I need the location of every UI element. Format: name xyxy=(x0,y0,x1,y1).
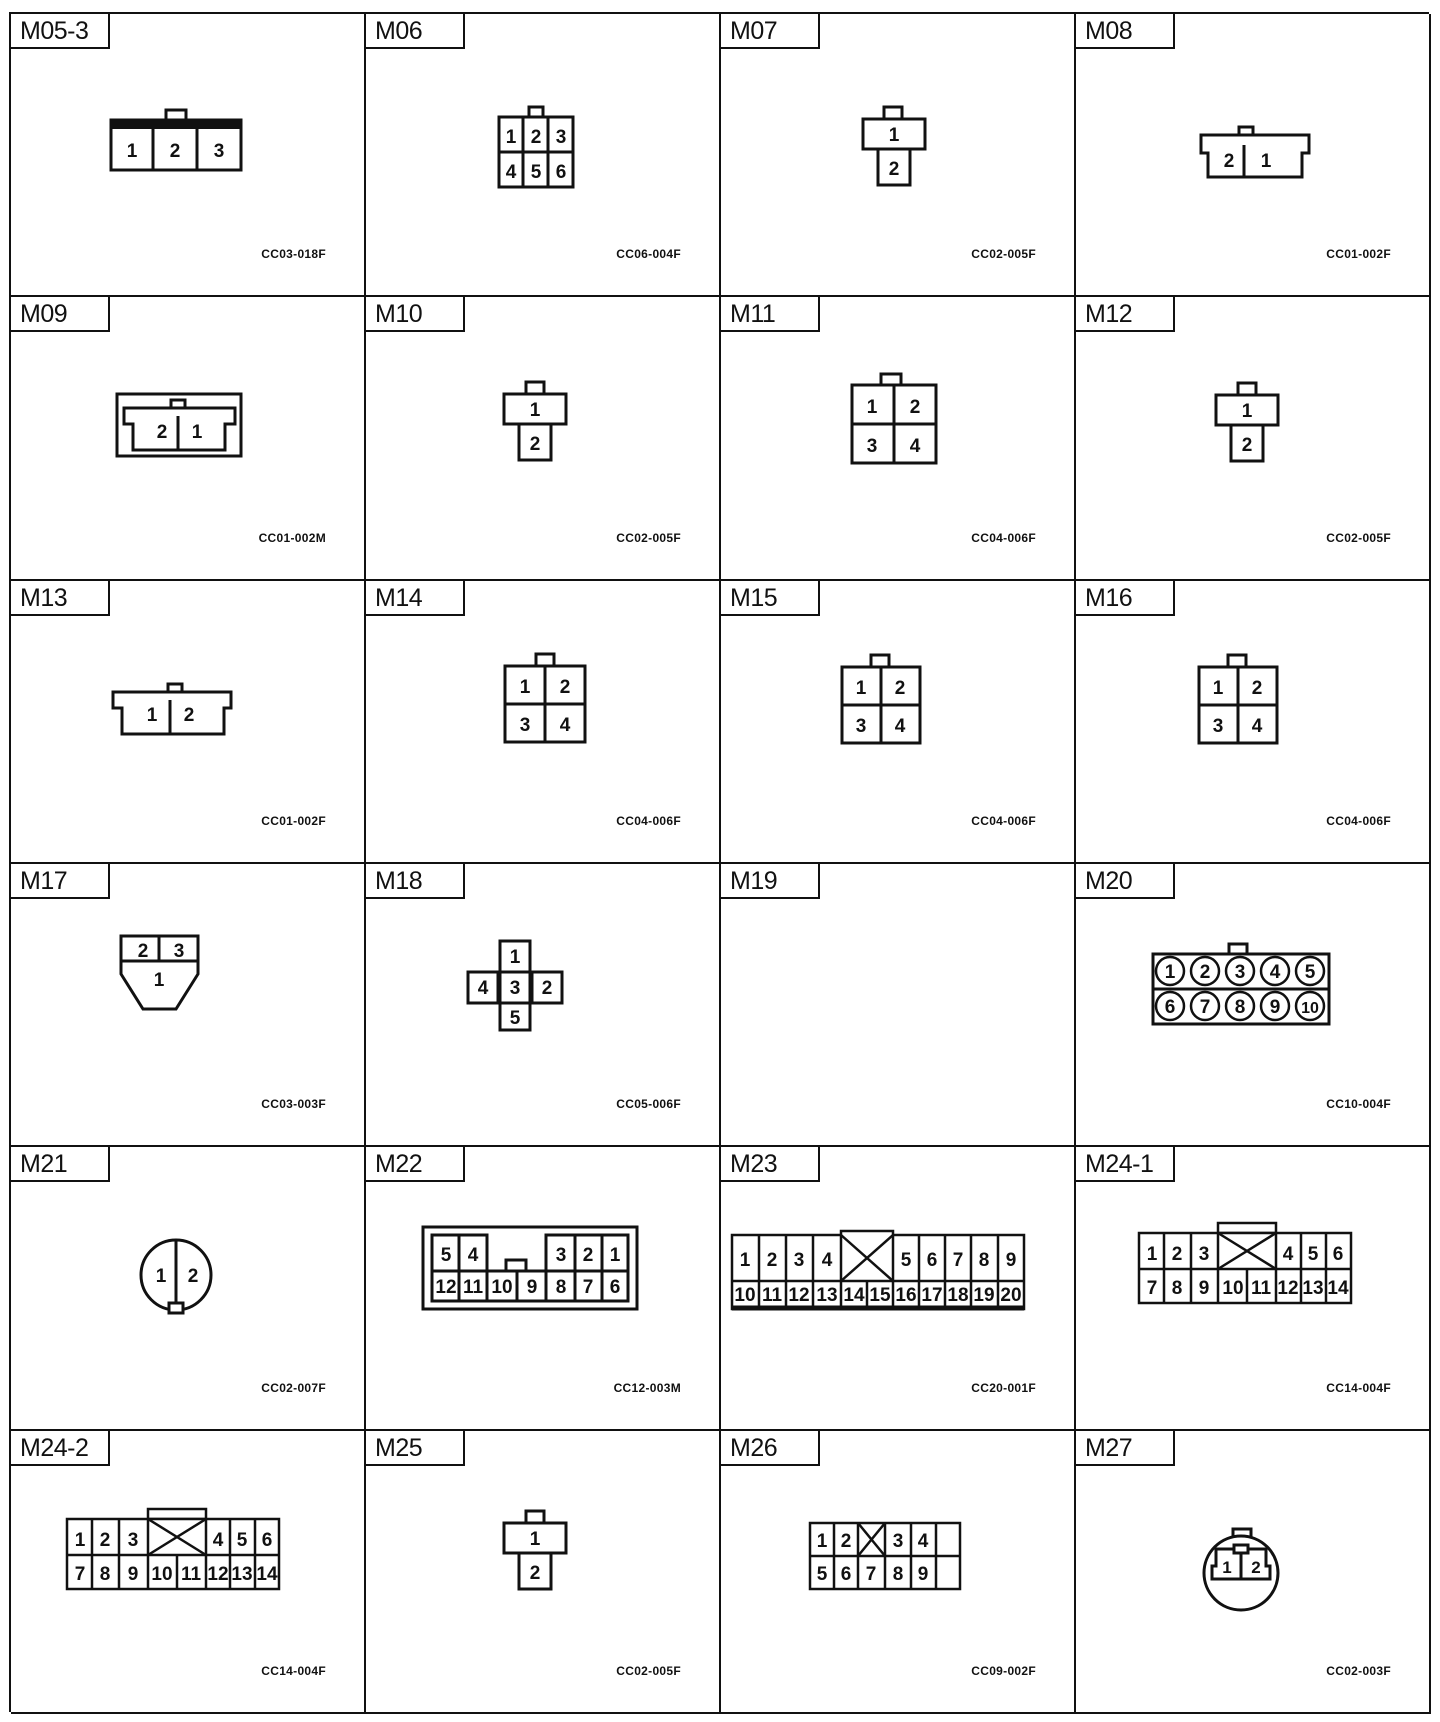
svg-text:4: 4 xyxy=(917,1530,929,1552)
svg-text:6: 6 xyxy=(555,162,567,183)
svg-text:1: 1 xyxy=(609,1245,621,1267)
connector-diagram xyxy=(1076,617,1427,817)
svg-text:3: 3 xyxy=(855,715,867,737)
svg-text:9: 9 xyxy=(127,1563,139,1585)
svg-text:20: 20 xyxy=(1000,1285,1022,1307)
svg-text:11: 11 xyxy=(180,1563,202,1585)
svg-text:12: 12 xyxy=(435,1277,457,1299)
svg-text:5: 5 xyxy=(440,1245,452,1267)
connector-tag: M24-2 xyxy=(11,1431,110,1466)
svg-text:12: 12 xyxy=(1277,1278,1299,1300)
svg-text:10: 10 xyxy=(151,1563,173,1585)
connector-diagram xyxy=(721,1467,1072,1667)
svg-text:6: 6 xyxy=(261,1529,273,1551)
svg-text:14: 14 xyxy=(843,1285,865,1307)
svg-text:4: 4 xyxy=(1251,715,1263,737)
connector-cell-m17 xyxy=(11,864,366,1147)
connector-diagram xyxy=(366,50,717,250)
connector-tag: M27 xyxy=(1076,1431,1175,1466)
svg-text:19: 19 xyxy=(973,1285,995,1307)
svg-text:4: 4 xyxy=(467,1245,479,1267)
svg-text:2: 2 xyxy=(169,141,181,162)
svg-text:8: 8 xyxy=(99,1563,111,1585)
svg-text:9: 9 xyxy=(1269,996,1281,1018)
connector-diagram xyxy=(366,1467,717,1667)
connector-diagram xyxy=(721,1183,1072,1383)
connector-cell-m13 xyxy=(11,581,366,864)
svg-text:14: 14 xyxy=(256,1563,278,1585)
connector-tag: M19 xyxy=(721,864,820,899)
connector-code: CC02-003F xyxy=(1326,1663,1391,1678)
svg-text:7: 7 xyxy=(952,1250,964,1272)
svg-text:8: 8 xyxy=(978,1250,990,1272)
svg-text:1: 1 xyxy=(155,1266,167,1288)
svg-text:1: 1 xyxy=(1212,677,1224,699)
connector-tag: M25 xyxy=(366,1431,465,1466)
connector-cell-m16 xyxy=(1076,581,1431,864)
svg-text:11: 11 xyxy=(1250,1278,1272,1300)
connector-code: CC04-006F xyxy=(1326,813,1391,828)
connector-tag: M05-3 xyxy=(11,14,110,49)
svg-text:6: 6 xyxy=(926,1250,938,1272)
svg-text:3: 3 xyxy=(793,1250,805,1272)
svg-text:1: 1 xyxy=(816,1530,828,1552)
connector-diagram xyxy=(721,617,1072,817)
svg-text:1: 1 xyxy=(1222,1557,1232,1577)
connector-diagram xyxy=(1076,50,1427,250)
svg-text:7: 7 xyxy=(582,1277,594,1299)
connector-tag: M20 xyxy=(1076,864,1175,899)
connector-code: CC01-002F xyxy=(1326,247,1391,262)
svg-text:7: 7 xyxy=(865,1563,877,1585)
connector-cell-m09 xyxy=(11,297,366,580)
svg-text:9: 9 xyxy=(1005,1250,1017,1272)
svg-text:1: 1 xyxy=(866,397,878,419)
svg-text:4: 4 xyxy=(212,1529,224,1551)
svg-text:9: 9 xyxy=(526,1277,538,1299)
connector-cell-m24-1 xyxy=(1076,1147,1431,1430)
svg-text:3: 3 xyxy=(555,127,567,148)
connector-code: CC03-018F xyxy=(261,247,326,262)
svg-text:6: 6 xyxy=(609,1277,621,1299)
svg-text:1: 1 xyxy=(855,677,867,699)
connector-code: CC04-006F xyxy=(616,813,681,828)
svg-text:2: 2 xyxy=(1171,1244,1183,1266)
svg-text:2: 2 xyxy=(1251,1557,1261,1577)
connector-cell-m18 xyxy=(366,864,721,1147)
svg-text:11: 11 xyxy=(761,1285,783,1307)
svg-text:6: 6 xyxy=(1164,996,1176,1018)
svg-text:1: 1 xyxy=(888,125,900,146)
connector-code: CC05-006F xyxy=(616,1097,681,1112)
connector-cell-m15 xyxy=(721,581,1076,864)
svg-text:12: 12 xyxy=(207,1563,229,1585)
svg-text:2: 2 xyxy=(137,940,149,962)
svg-text:3: 3 xyxy=(519,714,531,736)
svg-text:2: 2 xyxy=(530,127,542,148)
svg-text:10: 10 xyxy=(1222,1278,1244,1300)
svg-text:3: 3 xyxy=(892,1530,904,1552)
svg-text:15: 15 xyxy=(869,1285,891,1307)
connector-code: CC12-003M xyxy=(613,1380,681,1395)
svg-text:1: 1 xyxy=(153,969,165,991)
connector-code: CC02-005F xyxy=(616,1663,681,1678)
svg-text:4: 4 xyxy=(1282,1244,1294,1266)
connector-tag: M08 xyxy=(1076,14,1175,49)
svg-text:5: 5 xyxy=(900,1250,912,1272)
svg-text:9: 9 xyxy=(1198,1278,1210,1300)
connector-tag: M24-1 xyxy=(1076,1147,1175,1182)
svg-text:1: 1 xyxy=(146,704,158,726)
connector-code: CC06-004F xyxy=(616,247,681,262)
svg-text:2: 2 xyxy=(559,676,571,698)
connector-tag: M12 xyxy=(1076,297,1175,332)
svg-text:1: 1 xyxy=(126,141,138,162)
svg-text:2: 2 xyxy=(187,1266,199,1288)
svg-text:1: 1 xyxy=(1164,961,1176,983)
connector-code: CC03-003F xyxy=(261,1097,326,1112)
svg-text:1: 1 xyxy=(505,127,517,148)
svg-text:2: 2 xyxy=(582,1245,594,1267)
svg-text:2: 2 xyxy=(529,1562,541,1584)
connector-cell-m23 xyxy=(721,1147,1076,1430)
svg-text:8: 8 xyxy=(1234,996,1246,1018)
connector-tag: M26 xyxy=(721,1431,820,1466)
connector-code: CC14-004F xyxy=(1326,1380,1391,1395)
svg-text:9: 9 xyxy=(917,1563,929,1585)
svg-text:1: 1 xyxy=(1146,1244,1158,1266)
connector-cell-m08 xyxy=(1076,14,1431,297)
svg-text:8: 8 xyxy=(892,1563,904,1585)
svg-text:1: 1 xyxy=(509,946,521,968)
svg-text:7: 7 xyxy=(74,1563,86,1585)
connector-cell-m07 xyxy=(721,14,1076,297)
svg-text:3: 3 xyxy=(1198,1244,1210,1266)
svg-text:18: 18 xyxy=(947,1285,969,1307)
connector-code: CC20-001F xyxy=(971,1380,1036,1395)
svg-text:12: 12 xyxy=(788,1285,810,1307)
svg-text:2: 2 xyxy=(529,434,541,456)
svg-text:5: 5 xyxy=(1304,961,1316,983)
svg-text:2: 2 xyxy=(888,159,900,180)
svg-text:2: 2 xyxy=(99,1529,111,1551)
connector-cell-m10 xyxy=(366,297,721,580)
connector-code: CC10-004F xyxy=(1326,1097,1391,1112)
svg-text:2: 2 xyxy=(894,677,906,699)
svg-text:16: 16 xyxy=(895,1285,917,1307)
connector-cell-m19 xyxy=(721,864,1076,1147)
svg-text:8: 8 xyxy=(1171,1278,1183,1300)
svg-text:1: 1 xyxy=(739,1250,751,1272)
svg-text:2: 2 xyxy=(156,422,168,444)
connector-diagram xyxy=(11,333,362,533)
svg-text:5: 5 xyxy=(816,1563,828,1585)
connector-diagram xyxy=(366,617,717,817)
svg-text:2: 2 xyxy=(909,397,921,419)
svg-text:2: 2 xyxy=(1199,961,1211,983)
svg-text:3: 3 xyxy=(866,436,878,458)
connector-diagram xyxy=(11,900,362,1100)
connector-cell-m24-2 xyxy=(11,1431,366,1714)
connector-diagram xyxy=(721,50,1072,250)
svg-text:2: 2 xyxy=(766,1250,778,1272)
svg-text:2: 2 xyxy=(1251,677,1263,699)
connector-cell-m20 xyxy=(1076,864,1431,1147)
svg-text:14: 14 xyxy=(1327,1278,1349,1300)
svg-text:5: 5 xyxy=(236,1529,248,1551)
svg-text:2: 2 xyxy=(1223,151,1235,172)
svg-text:1: 1 xyxy=(74,1529,86,1551)
connector-diagram xyxy=(11,1183,362,1383)
connector-code: CC02-005F xyxy=(971,247,1036,262)
connector-tag: M15 xyxy=(721,581,820,616)
connector-diagram xyxy=(11,50,362,250)
svg-text:3: 3 xyxy=(173,940,185,962)
svg-text:2: 2 xyxy=(541,977,553,999)
svg-text:10: 10 xyxy=(491,1277,513,1299)
connector-tag: M22 xyxy=(366,1147,465,1182)
svg-text:13: 13 xyxy=(231,1563,253,1585)
svg-text:8: 8 xyxy=(555,1277,567,1299)
connector-tag: M21 xyxy=(11,1147,110,1182)
connector-diagram xyxy=(366,333,717,533)
connector-code: CC02-005F xyxy=(616,530,681,545)
connector-code: CC04-006F xyxy=(971,530,1036,545)
connector-diagram xyxy=(11,617,362,817)
svg-text:4: 4 xyxy=(821,1250,833,1272)
svg-text:4: 4 xyxy=(505,162,517,183)
connector-tag: M06 xyxy=(366,14,465,49)
connector-tag: M09 xyxy=(11,297,110,332)
connector-cell-m27 xyxy=(1076,1431,1431,1714)
connector-code: CC01-002M xyxy=(258,530,326,545)
connector-tag: M16 xyxy=(1076,581,1175,616)
connector-tag: M13 xyxy=(11,581,110,616)
svg-text:3: 3 xyxy=(1212,715,1224,737)
connector-tag: M14 xyxy=(366,581,465,616)
connector-cell-m22 xyxy=(366,1147,721,1430)
svg-text:1: 1 xyxy=(529,1528,541,1550)
svg-text:1: 1 xyxy=(1260,151,1272,172)
svg-text:4: 4 xyxy=(894,715,906,737)
connector-cell-m21 xyxy=(11,1147,366,1430)
svg-text:3: 3 xyxy=(1234,961,1246,983)
connector-cell-m11 xyxy=(721,297,1076,580)
connector-cell-m05-3 xyxy=(11,14,366,297)
connector-cell-m26 xyxy=(721,1431,1076,1714)
connector-cell-m06 xyxy=(366,14,721,297)
connector-cell-m25 xyxy=(366,1431,721,1714)
connector-tag: M23 xyxy=(721,1147,820,1182)
connector-cell-m14 xyxy=(366,581,721,864)
svg-text:4: 4 xyxy=(1269,961,1281,983)
connector-code: CC09-002F xyxy=(971,1663,1036,1678)
svg-text:11: 11 xyxy=(462,1277,484,1299)
connector-grid xyxy=(9,12,1429,1712)
connector-code: CC02-007F xyxy=(261,1380,326,1395)
connector-diagram xyxy=(11,1467,362,1667)
svg-text:1: 1 xyxy=(519,676,531,698)
connector-tag: M18 xyxy=(366,864,465,899)
connector-code: CC01-002F xyxy=(261,813,326,828)
connector-cell-m12 xyxy=(1076,297,1431,580)
svg-text:13: 13 xyxy=(816,1285,838,1307)
svg-text:4: 4 xyxy=(559,714,571,736)
svg-text:2: 2 xyxy=(840,1530,852,1552)
svg-text:4: 4 xyxy=(477,977,489,999)
connector-diagram xyxy=(1076,900,1427,1100)
connector-diagram xyxy=(366,900,717,1100)
svg-text:5: 5 xyxy=(530,162,542,183)
connector-tag: M07 xyxy=(721,14,820,49)
svg-text:17: 17 xyxy=(921,1285,943,1307)
svg-text:10: 10 xyxy=(734,1285,756,1307)
connector-code: CC02-005F xyxy=(1326,530,1391,545)
svg-text:1: 1 xyxy=(191,422,203,444)
connector-code: CC04-006F xyxy=(971,813,1036,828)
svg-text:1: 1 xyxy=(529,400,541,422)
svg-text:2: 2 xyxy=(183,704,195,726)
svg-text:6: 6 xyxy=(840,1563,852,1585)
connector-diagram xyxy=(721,333,1072,533)
svg-text:7: 7 xyxy=(1199,996,1211,1018)
connector-diagram xyxy=(366,1183,717,1383)
svg-text:5: 5 xyxy=(509,1007,521,1029)
connector-diagram xyxy=(1076,1183,1427,1383)
svg-text:3: 3 xyxy=(555,1245,567,1267)
svg-text:13: 13 xyxy=(1302,1278,1324,1300)
svg-text:3: 3 xyxy=(127,1529,139,1551)
svg-text:10: 10 xyxy=(1301,999,1319,1017)
svg-text:5: 5 xyxy=(1307,1244,1319,1266)
svg-text:6: 6 xyxy=(1332,1244,1344,1266)
connector-tag: M17 xyxy=(11,864,110,899)
connector-tag: M10 xyxy=(366,297,465,332)
svg-text:3: 3 xyxy=(509,977,521,999)
connector-tag: M11 xyxy=(721,297,820,332)
svg-text:4: 4 xyxy=(909,436,921,458)
svg-text:1: 1 xyxy=(1241,401,1253,423)
svg-text:2: 2 xyxy=(1241,435,1253,457)
svg-text:7: 7 xyxy=(1146,1278,1158,1300)
connector-code: CC14-004F xyxy=(261,1663,326,1678)
svg-text:3: 3 xyxy=(213,141,225,162)
connector-diagram xyxy=(1076,333,1427,533)
connector-diagram xyxy=(1076,1467,1427,1667)
